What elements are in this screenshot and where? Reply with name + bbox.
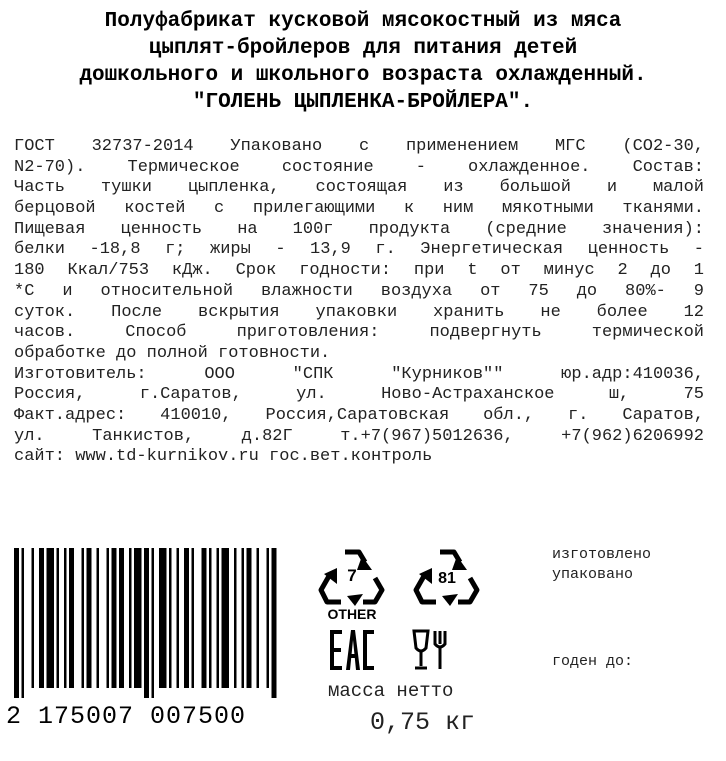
description-line: 180 Ккал/753 кДж. Срок годности: при t от минус 2 до 1 <box>14 261 704 281</box>
barcode-bar <box>64 548 67 688</box>
description-line: обработке до полной готовности. <box>14 343 331 363</box>
barcode-bar <box>267 548 270 688</box>
packed-date-label: упаковано <box>552 566 634 583</box>
barcode-number: 2 175007 007500 <box>6 702 247 731</box>
recycle-code: 81 <box>438 570 456 587</box>
barcode-bar <box>82 548 85 688</box>
description-line: ГОСТ 32737-2014 Упаковано с применением МГС (СО2-30, <box>14 137 704 156</box>
barcode-bar <box>169 548 172 688</box>
barcode-bar <box>112 548 117 688</box>
description-line: берцовой костей с прилегающими к ним мякотными тканями. <box>14 199 704 219</box>
barcode-bar <box>272 548 277 698</box>
title-line: Полуфабрикат кусковой мясокостный из мяса <box>104 10 622 33</box>
barcode-bar <box>129 548 132 688</box>
barcode-bar <box>247 548 252 688</box>
barcode-icon <box>8 548 292 698</box>
best-before-label: годен до: <box>552 653 634 670</box>
glass-fork-icon <box>411 628 451 672</box>
title-line: цыплят-бройлеров для питания детей <box>148 37 578 60</box>
barcode-bar <box>257 548 260 688</box>
barcode-bar <box>202 548 207 688</box>
barcode-bar <box>57 548 60 688</box>
net-weight-value: 0,75 кг <box>370 708 476 737</box>
description-line: суток. После вскрытия упаковки хранить не более 12 <box>14 302 704 322</box>
recycle-code: 7 <box>347 566 357 585</box>
website-line: сайт: www.td-kurnikov.ru гос.вет.контроль <box>14 447 433 467</box>
description-line: N2-70). Термическое состояние - охлажденное. Состав: <box>14 157 704 177</box>
description-line: Пищевая ценность на 100г продукта (средние значения): <box>14 219 704 239</box>
barcode-bar <box>87 548 92 688</box>
barcode-bar <box>47 548 55 688</box>
net-weight-label: масса нетто <box>328 680 454 702</box>
product-description <box>14 137 704 468</box>
recycling-symbol <box>409 544 485 610</box>
barcode-bar <box>159 548 167 688</box>
barcode-bar <box>39 548 44 688</box>
description-line: часов. Способ приготовления: подвергнуть термической <box>14 323 704 343</box>
barcode-bar <box>107 548 110 688</box>
barcode-bar <box>97 548 100 688</box>
recycling-symbol <box>315 544 389 610</box>
barcode-bar <box>234 548 237 688</box>
barcode-bar <box>184 548 189 688</box>
manufacturer-line: Факт.адрес: 410010, Россия,Саратовская обл., г. Саратов, <box>14 405 704 425</box>
barcode-bar <box>119 548 124 688</box>
recycle-material-label: OTHER <box>327 606 377 622</box>
description-line: белки -18,8 г; жиры - 13,9 г. Энергетическая ценность - <box>14 240 704 260</box>
barcode-bar <box>69 548 74 688</box>
description-line: *С и относительной влажности воздуха от 75 до 80%- 9 <box>14 281 704 301</box>
description-line: Часть тушки цыпленка, состоящая из большой и малой <box>14 178 704 198</box>
barcode-bar <box>144 548 149 698</box>
barcode-bar <box>134 548 142 688</box>
barcode-bar <box>209 548 212 688</box>
manufactured-date-label: изготовлено <box>552 546 652 563</box>
manufacturer-line: Россия, г.Саратов, ул. Ново-Астраханское ш, 75 <box>14 385 704 405</box>
barcode-bar <box>177 548 180 688</box>
title-line: дошкольного и школьного возраста охлажденный. <box>79 64 647 87</box>
manufacturer-line: ул. Танкистов, д.82Г т.+7(967)5012636, +7(962)6206992 <box>14 426 704 446</box>
barcode-bar <box>217 548 220 688</box>
manufacturer-line: Изготовитель: ООО "СПК "Курников"" юр.адр:410036, <box>14 364 704 384</box>
barcode-bar <box>32 548 35 688</box>
barcode-bar <box>222 548 230 688</box>
barcode-bar <box>14 548 19 698</box>
eac-mark-icon <box>328 628 376 672</box>
product-title <box>6 8 720 116</box>
barcode-bar <box>22 548 25 698</box>
barcode-bar <box>192 548 195 688</box>
title-line: "ГОЛЕНЬ ЦЫПЛЕНКА-БРОЙЛЕРА". <box>192 91 534 114</box>
barcode-bar <box>242 548 245 688</box>
barcode-bar <box>152 548 155 698</box>
